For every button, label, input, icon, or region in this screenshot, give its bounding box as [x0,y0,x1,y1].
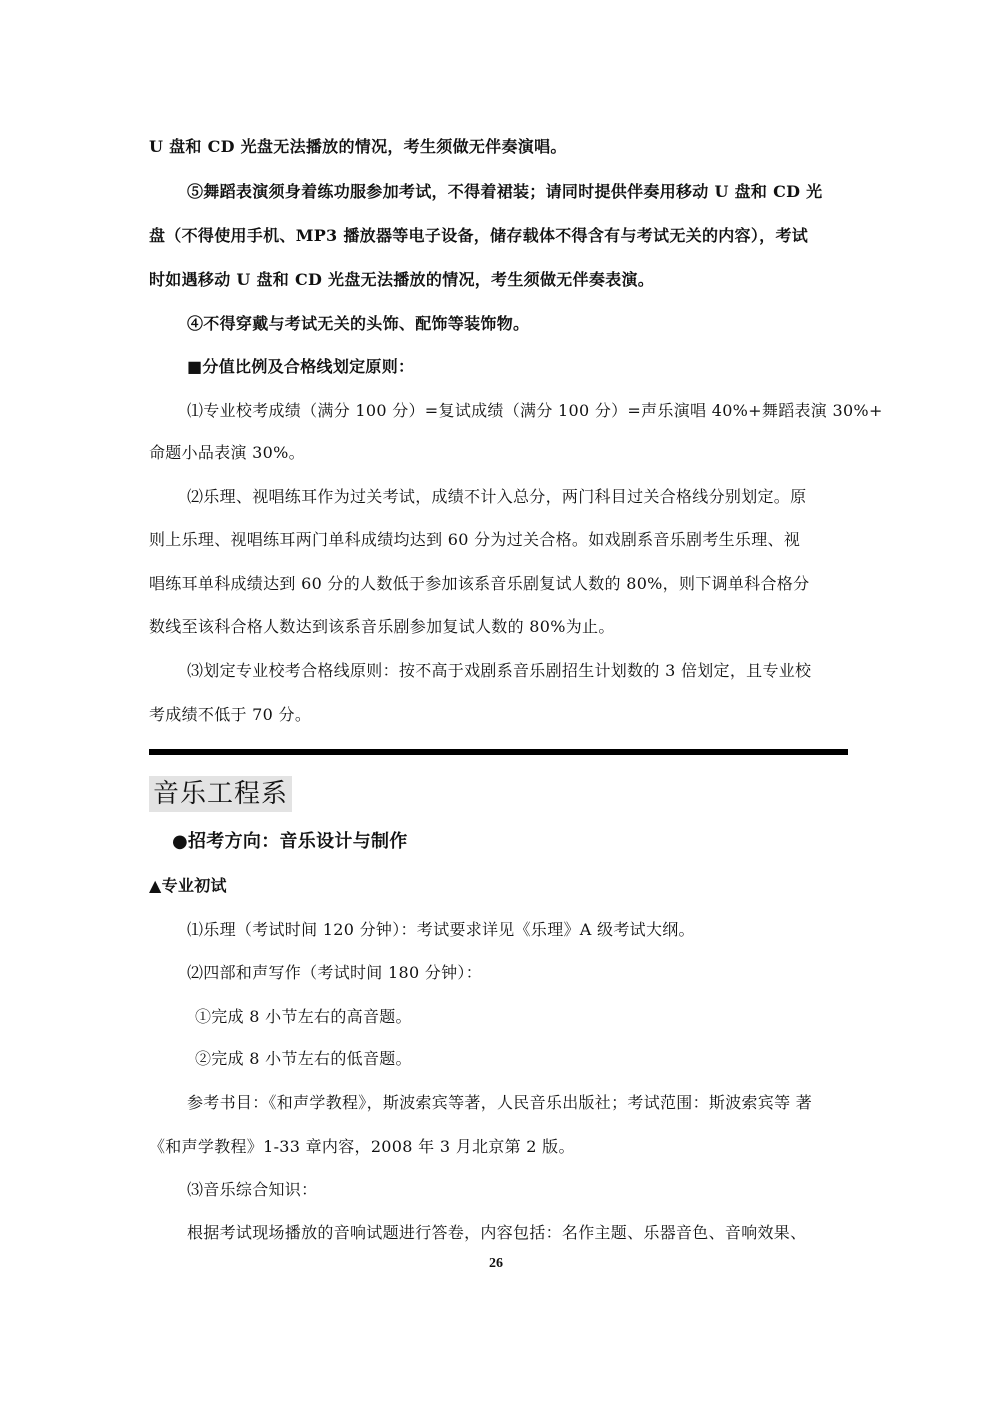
paragraph-line: 参考书目：《和声学教程》，斯波索宾等著，人民音乐出版社；考试范围：斯波索宾等 著 [187,1093,813,1112]
subsection-title: ■分值比例及合格线划定原则： [187,357,415,376]
paragraph-line: 数线至该科合格人数达到该系音乐剧参加复试人数的 80%为止。 [149,617,615,636]
paragraph-line: 唱练耳单科成绩达到 60 分的人数低于参加该系音乐剧复试人数的 80%，则下调单科合格分 [149,574,810,593]
paragraph-line: ⑵乐理、视唱练耳作为过关考试，成绩不计入总分，两门科目过关合格线分别划定。原 [187,487,807,506]
exam-subitem: ②完成 8 小节左右的低音题。 [195,1049,412,1068]
section-heading: 音乐工程系 [149,776,292,812]
paragraph-line: 时如遇移动 U 盘和 CD 光盘无法播放的情况，考生须做无伴奏表演。 [149,270,655,289]
paragraph-line: 根据考试现场播放的音响试题进行答卷，内容包括：名作主题、乐器音色、音响效果、 [187,1223,807,1242]
paragraph-line: 考成绩不低于 70 分。 [149,705,312,724]
exam-stage-heading: ▲专业初试 [149,876,227,895]
exam-item: ⑵四部和声写作（考试时间 180 分钟）： [187,963,483,982]
paragraph-line: U 盘和 CD 光盘无法播放的情况，考生须做无伴奏演唱。 [149,137,567,156]
page-number: 26 [489,1256,503,1271]
paragraph-line: ⑶划定专业校考合格线原则：按不高于戏剧系音乐剧招生计划数的 3 倍划定，且专业校 [187,661,812,680]
paragraph-line: ⑤舞蹈表演须身着练功服参加考试，不得着裙装；请同时提供伴奏用移动 U 盘和 CD 光 [187,182,823,201]
exam-direction: ●招考方向：音乐设计与制作 [172,831,408,852]
section-divider [149,749,848,755]
exam-item: ⑶音乐综合知识： [187,1180,318,1199]
paragraph-line: 《和声学教程》1-33 章内容，2008 年 3 月北京第 2 版。 [149,1137,575,1156]
paragraph-line: 盘（不得使用手机、MP3 播放器等电子设备，储存载体不得含有与考试无关的内容），考试 [149,226,809,245]
paragraph-line: 命题小品表演 30%。 [149,443,305,462]
exam-subitem: ①完成 8 小节左右的高音题。 [195,1007,412,1026]
paragraph-line: ④不得穿戴与考试无关的头饰、配饰等装饰物。 [187,314,530,333]
exam-item: ⑴乐理（考试时间 120 分钟）：考试要求详见《乐理》A 级考试大纲。 [187,920,695,939]
paragraph-line: 则上乐理、视唱练耳两门单科成绩均达到 60 分为过关合格。如戏剧系音乐剧考生乐理、视 [149,530,801,549]
paragraph-line: ⑴专业校考成绩（满分 100 分）=复试成绩（满分 100 分）=声乐演唱 40%+舞蹈表演 30%+ [187,401,883,420]
